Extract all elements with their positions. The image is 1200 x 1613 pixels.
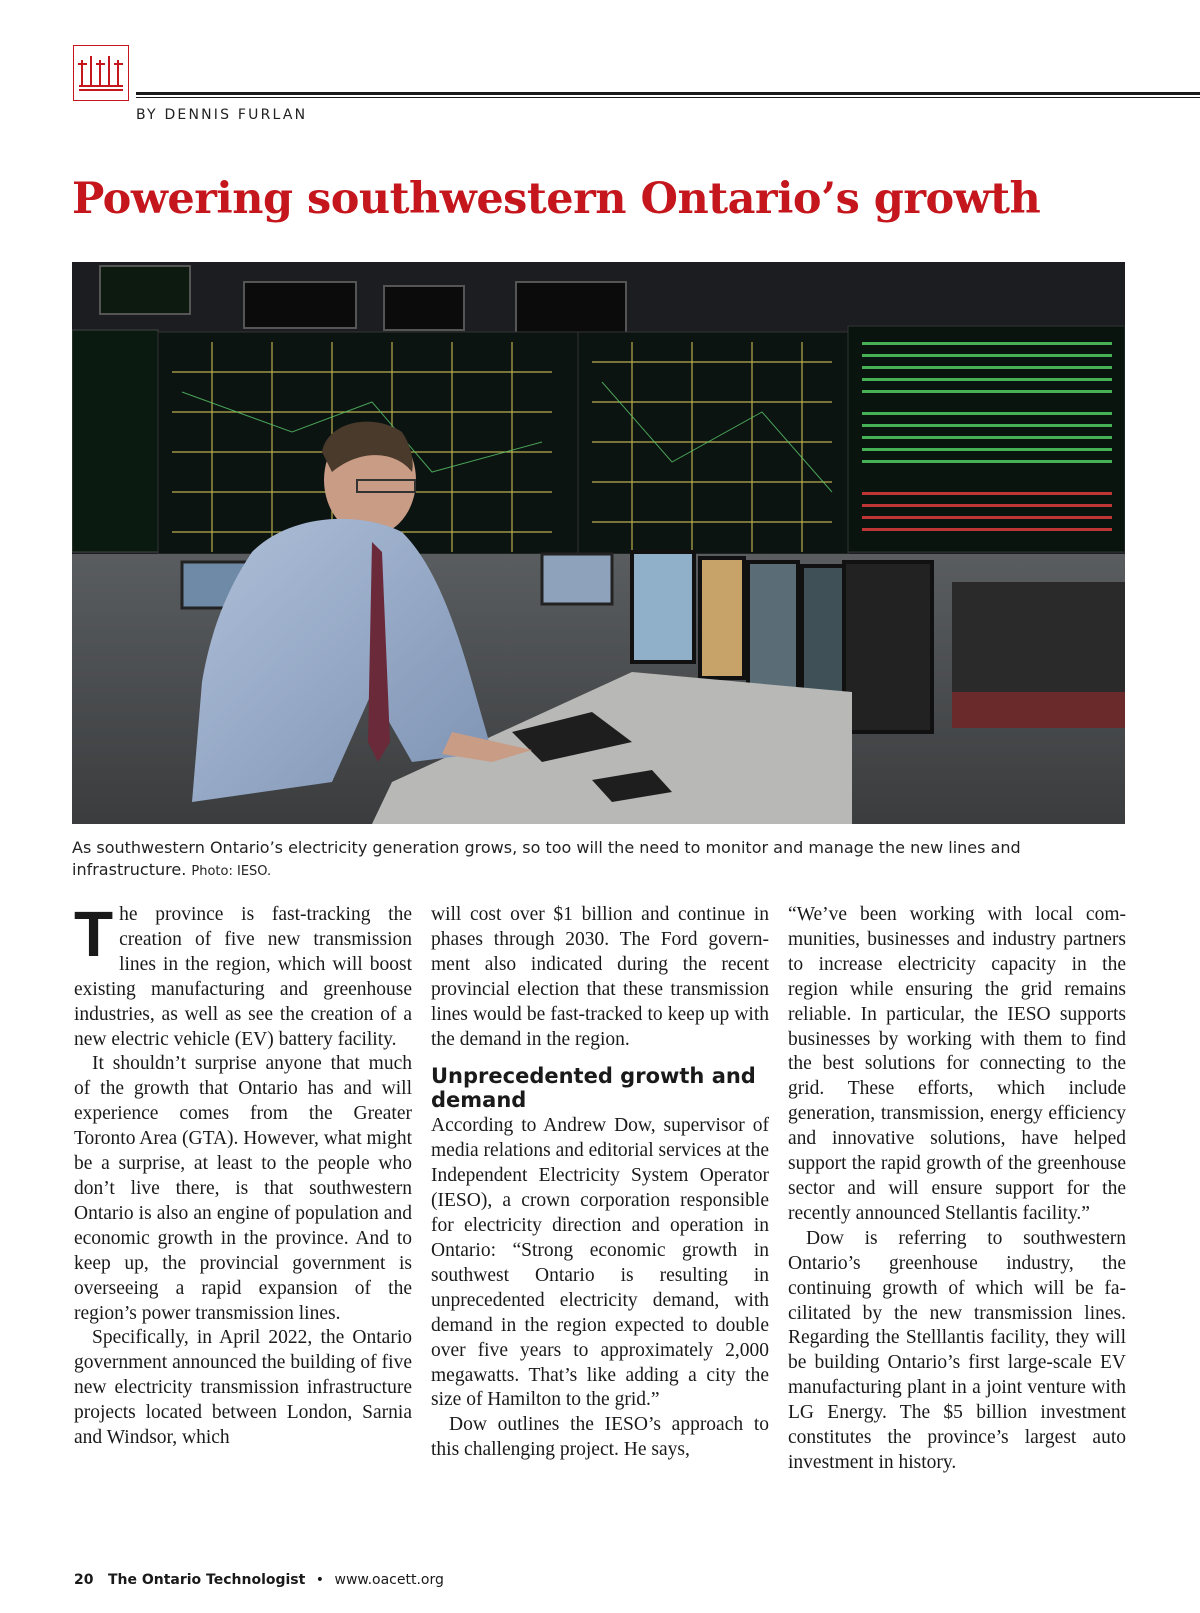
footer-bullet: •	[315, 1572, 325, 1588]
paragraph: Dow is referring to southwestern Ontario’s greenhouse industry, the continuing growth of which will be facilitated by the new transmission lines. Regarding the Stelllantis facility, they will be building Ontario’s first large-scale EV manufacturing plant in a joint venture with LG Energy. The $5 billion investment constitutes the province’s largest auto investment in history.	[788, 1227, 1126, 1473]
byline: BY DENNIS FURLAN	[136, 107, 308, 123]
header-rule-thin	[136, 97, 1200, 98]
article-column-2	[431, 903, 769, 1463]
footer-url[interactable]: www.oacett.org	[334, 1572, 444, 1588]
magazine-name: The Ontario Technologist	[107, 1572, 306, 1588]
paragraph: will cost over $1 billion and continue in phases through 2030. The Ford government also indicated during the recent provincial election that these transmission lines would be fast-tracked to keep up with the demand in the region.	[431, 904, 769, 1050]
paragraph-text: he province is fast-tracking the creation of five new transmission lines in the region, which will boost existing manufacturing and greenhouse industries, as well as see the creation of a new electric vehicle (EV) battery facility.	[74, 904, 412, 1050]
article-column-1	[74, 898, 412, 1451]
page-footer	[74, 1572, 444, 1588]
control-room-photo	[72, 262, 1125, 824]
paragraph	[74, 898, 412, 1052]
article-title: Powering southwestern Ontario’s growth	[72, 174, 1041, 224]
section-subhead: Unprecedented growth and demand	[431, 1064, 756, 1113]
oacett-logo-icon	[73, 45, 129, 101]
header-rule	[136, 92, 1200, 95]
photo-caption	[72, 837, 1132, 883]
page-number: 20	[74, 1572, 94, 1588]
article-column-3	[788, 903, 1126, 1476]
photo-credit: Photo: IESO.	[191, 864, 272, 879]
paragraph: Specifically, in April 2022, the Ontario government announced the building of five new electricity transmission infrastructure projects located between London, Sarnia and Windsor, which	[74, 1327, 412, 1449]
drop-cap: T	[74, 898, 114, 970]
caption-text: As southwestern Ontario’s electricity generation grows, so too will the need to monitor and manage the new lines and infrastructure.	[72, 838, 1021, 879]
paragraph: It shouldn’t surprise anyone that much of the growth that Ontario has and will experience comes from the Greater Toronto Area (GTA). However, what might be a surprise, at least to the people who don’t live there, is that southwestern Ontario is also an engine of population and economic growth in the province. And to keep up, the provincial government is overseeing a rapid expansion of the region’s power transmission lines.	[74, 1053, 412, 1324]
paragraph: “We’ve been working with local communities, businesses and industry partners to increase electricity capacity in the region while ensuring the grid remains reliable. In particular, the IESO supports businesses by working with them to find the best solutions for connecting to the grid. These efforts, which include generation, transmission, energy efficiency and innovative solutions, have helped support the rapid growth of the greenhouse sector and will ensure support for the recently announced Stellantis facility.”	[788, 904, 1126, 1224]
paragraph: Dow outlines the IESO’s approach to this challenging project. He says,	[431, 1414, 769, 1461]
paragraph: According to Andrew Dow, supervisor of media relations and editorial services at the Independent Electricity System Operator (IESO), a crown corporation responsible for electricity direction and operation in Ontario: “Strong economic growth in southwest Ontario is resulting in unprecedented electricity demand, with demand in the region expected to double over five years to approximately 2,000 megawatts. That’s like adding a city the size of Hamilton to the grid.”	[431, 1115, 769, 1411]
